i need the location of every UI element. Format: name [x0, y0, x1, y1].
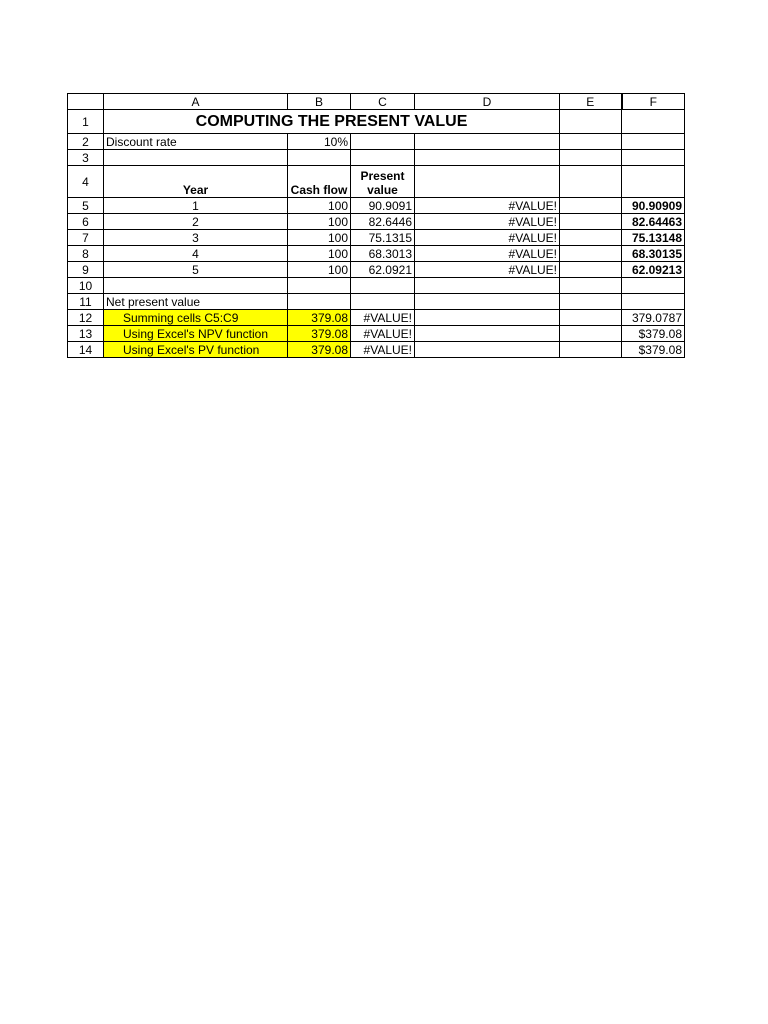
cell[interactable]	[415, 278, 560, 294]
f-value-cell[interactable]: 62.09213	[622, 262, 685, 278]
row-number[interactable]: 13	[68, 326, 104, 342]
npv-label[interactable]: Net present value	[104, 294, 288, 310]
discount-rate-label[interactable]: Discount rate	[104, 134, 288, 150]
cell[interactable]	[351, 278, 415, 294]
value-error-cell[interactable]: #VALUE!	[415, 262, 560, 278]
f-value-cell[interactable]: $379.08	[622, 326, 685, 342]
discount-rate-value[interactable]: 10%	[288, 134, 351, 150]
cell[interactable]	[560, 134, 622, 150]
row-number[interactable]: 9	[68, 262, 104, 278]
cell[interactable]	[415, 294, 560, 310]
cell[interactable]	[415, 326, 560, 342]
row-number[interactable]: 5	[68, 198, 104, 214]
row-number[interactable]: 14	[68, 342, 104, 358]
cash-flow-cell[interactable]: 100	[288, 262, 351, 278]
data-row	[68, 198, 685, 214]
cell[interactable]	[622, 294, 685, 310]
row-2	[68, 134, 685, 150]
npv-row	[68, 326, 685, 342]
data-row	[68, 246, 685, 262]
cell[interactable]	[622, 134, 685, 150]
npv-value-cell[interactable]: 379.08	[288, 310, 351, 326]
cell[interactable]	[351, 134, 415, 150]
cell[interactable]	[560, 214, 622, 230]
column-header-a[interactable]: A	[104, 94, 288, 110]
cell[interactable]	[351, 150, 415, 166]
present-value-cell[interactable]: 62.0921	[351, 262, 415, 278]
year-header[interactable]: Year	[104, 166, 288, 198]
npv-method-label[interactable]: Using Excel's PV function	[104, 342, 288, 358]
column-header-e[interactable]: E	[560, 94, 622, 110]
f-value-cell[interactable]: 82.64463	[622, 214, 685, 230]
npv-row	[68, 310, 685, 326]
cell[interactable]	[104, 278, 288, 294]
row-number[interactable]: 11	[68, 294, 104, 310]
cell[interactable]	[415, 150, 560, 166]
cell[interactable]	[415, 310, 560, 326]
cell[interactable]	[622, 110, 685, 134]
cell[interactable]	[560, 262, 622, 278]
row-10	[68, 278, 685, 294]
row-3	[68, 150, 685, 166]
data-row	[68, 230, 685, 246]
column-header-c[interactable]: C	[351, 94, 415, 110]
row-number[interactable]: 6	[68, 214, 104, 230]
cell[interactable]	[622, 150, 685, 166]
npv-method-label[interactable]: Using Excel's NPV function	[104, 326, 288, 342]
f-value-cell[interactable]: $379.08	[622, 342, 685, 358]
present-value-header-line2: value	[367, 183, 398, 197]
cell[interactable]	[560, 110, 622, 134]
value-error-cell[interactable]: #VALUE!	[415, 214, 560, 230]
cell[interactable]	[560, 310, 622, 326]
column-header-f[interactable]: F	[622, 94, 685, 110]
npv-value-cell[interactable]: 379.08	[288, 326, 351, 342]
value-error-cell[interactable]: #VALUE!	[415, 198, 560, 214]
row-1	[68, 110, 685, 134]
row-number[interactable]: 10	[68, 278, 104, 294]
row-11	[68, 294, 685, 310]
row-number[interactable]: 3	[68, 150, 104, 166]
cell[interactable]	[622, 166, 685, 198]
f-value-cell[interactable]: 75.13148	[622, 230, 685, 246]
cash-flow-cell[interactable]: 100	[288, 198, 351, 214]
cell[interactable]	[560, 326, 622, 342]
cell[interactable]	[560, 166, 622, 198]
column-header-row	[68, 94, 685, 110]
cell[interactable]	[622, 278, 685, 294]
cash-flow-cell[interactable]: 100	[288, 246, 351, 262]
year-cell[interactable]: 3	[104, 230, 288, 246]
cell[interactable]	[288, 294, 351, 310]
f-value-cell[interactable]: 90.90909	[622, 198, 685, 214]
cash-flow-cell[interactable]: 100	[288, 214, 351, 230]
present-value-header[interactable]	[351, 166, 415, 198]
row-number[interactable]: 4	[68, 166, 104, 198]
value-error-cell[interactable]: #VALUE!	[415, 246, 560, 262]
f-value-cell[interactable]: 379.0787	[622, 310, 685, 326]
cell[interactable]	[560, 246, 622, 262]
data-row	[68, 262, 685, 278]
year-cell[interactable]: 2	[104, 214, 288, 230]
cell[interactable]	[560, 278, 622, 294]
year-cell[interactable]: 4	[104, 246, 288, 262]
column-header-d[interactable]: D	[415, 94, 560, 110]
data-row	[68, 214, 685, 230]
cell[interactable]	[415, 342, 560, 358]
value-error-cell[interactable]: #VALUE!	[351, 342, 415, 358]
cell[interactable]	[560, 342, 622, 358]
cell[interactable]	[560, 230, 622, 246]
corner-cell[interactable]	[68, 94, 104, 110]
row-number[interactable]: 12	[68, 310, 104, 326]
present-value-cell[interactable]: 68.3013	[351, 246, 415, 262]
cell[interactable]	[288, 278, 351, 294]
cash-flow-cell[interactable]: 100	[288, 230, 351, 246]
sheet-title[interactable]: COMPUTING THE PRESENT VALUE	[104, 110, 560, 134]
row-number[interactable]: 8	[68, 246, 104, 262]
present-value-cell[interactable]: 75.1315	[351, 230, 415, 246]
cell[interactable]	[351, 294, 415, 310]
spreadsheet	[67, 93, 685, 358]
cell[interactable]	[560, 150, 622, 166]
value-error-cell[interactable]: #VALUE!	[351, 310, 415, 326]
npv-method-label[interactable]: Summing cells C5:C9	[104, 310, 288, 326]
row-number[interactable]: 2	[68, 134, 104, 150]
year-cell[interactable]: 1	[104, 198, 288, 214]
cell[interactable]	[560, 294, 622, 310]
cell[interactable]	[415, 134, 560, 150]
npv-value-cell[interactable]: 379.08	[288, 342, 351, 358]
f-value-cell[interactable]: 68.30135	[622, 246, 685, 262]
present-value-cell[interactable]: 82.6446	[351, 214, 415, 230]
column-header-b[interactable]: B	[288, 94, 351, 110]
year-cell[interactable]: 5	[104, 262, 288, 278]
present-value-cell[interactable]: 90.9091	[351, 198, 415, 214]
value-error-cell[interactable]: #VALUE!	[351, 326, 415, 342]
cell[interactable]	[288, 150, 351, 166]
value-error-cell[interactable]: #VALUE!	[415, 230, 560, 246]
row-number[interactable]: 1	[68, 110, 104, 134]
row-4	[68, 166, 685, 198]
cash-flow-header[interactable]: Cash flow	[288, 166, 351, 198]
cell[interactable]	[415, 166, 560, 198]
row-number[interactable]: 7	[68, 230, 104, 246]
present-value-header-line1: Present	[360, 169, 405, 183]
cell[interactable]	[560, 198, 622, 214]
npv-row	[68, 342, 685, 358]
cell[interactable]	[104, 150, 288, 166]
